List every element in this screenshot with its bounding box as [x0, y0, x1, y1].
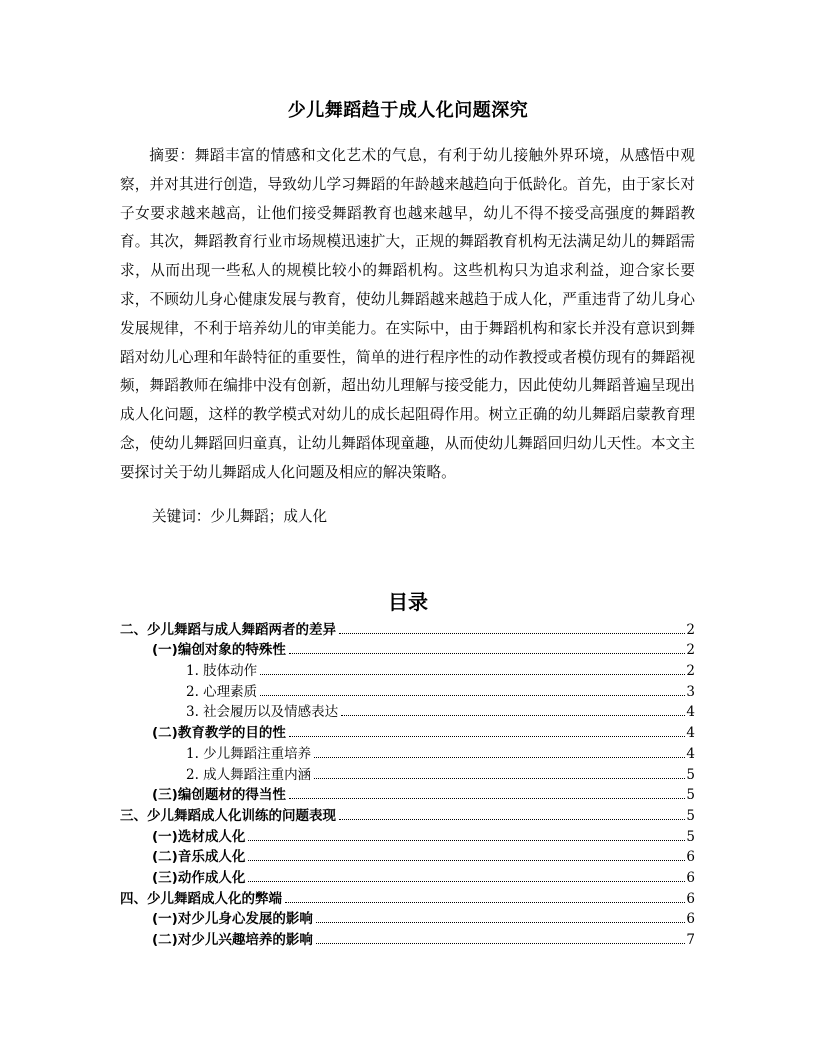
toc-entry-label: 三、少儿舞蹈成人化训练的问题表现	[120, 804, 338, 824]
toc-entry-page-number: 6	[686, 869, 695, 886]
toc-entry-page-number: 4	[686, 725, 695, 742]
toc-dot-leader	[339, 632, 685, 634]
toc-entry[interactable]	[120, 762, 695, 783]
toc-dot-leader	[314, 777, 685, 779]
toc-title: 目录	[388, 590, 428, 614]
toc-dot-leader	[248, 859, 685, 861]
toc-entry[interactable]	[120, 886, 695, 907]
abstract-paragraph: 摘要：舞蹈丰富的情感和文化艺术的气息，有利于幼儿接触外界环境，从感悟中观察，并对其进行创造，导致幼儿学习舞蹈的年龄越来越趋向于低龄化。首先，由于家长对子女要求越来越高，让他们接受舞蹈教育也越来越早，幼儿不得不接受高强度的舞蹈教育。其次，舞蹈教育行业市场规模迅速扩大，正规的舞蹈教育机构无法满足幼儿的舞蹈需求，从而出现一些私人的规模比较小的舞蹈机构。这些机构只为追求利益，迎合家长要求，不顾幼儿身心健康发展与教育，使幼儿舞蹈越来越趋于成人化，严重违背了幼儿身心发展规律，不利于培养幼儿的审美能力。在实际中，由于舞蹈机构和家长并没有意识到舞蹈对幼儿心理和年龄特征的重要性，简单的进行程序性的动作教授或者模仿现有的舞蹈视频，舞蹈教师在编排中没有创新，超出幼儿理解与接受能力，因此使幼儿舞蹈普遍呈现出成人化问题，这样的教学模式对幼儿的成长起阻碍作用。树立正确的幼儿舞蹈启蒙教育理念，使幼儿舞蹈回归童真，让幼儿舞蹈体现童趣，从而使幼儿舞蹈回归幼儿天性。本文主要探讨关于幼儿舞蹈成人化问题及相应的解决策略。	[120, 147, 695, 481]
toc-entry-label: 2. 成人舞蹈注重内涵	[186, 763, 313, 783]
toc-dot-leader	[248, 880, 685, 882]
toc-entry-page-number: 5	[686, 828, 695, 845]
toc-entry[interactable]	[120, 927, 695, 948]
toc-entry[interactable]	[120, 617, 695, 638]
toc-entry-label: 2. 心理素质	[186, 680, 259, 700]
toc-entry[interactable]	[120, 700, 695, 721]
toc-dot-leader	[289, 797, 686, 799]
toc-entry-page-number: 5	[686, 807, 695, 824]
toc-entry[interactable]	[120, 720, 695, 741]
toc-dot-leader	[339, 818, 685, 820]
toc-entry[interactable]	[120, 907, 695, 928]
toc-entry[interactable]	[120, 679, 695, 700]
toc-entry-page-number: 2	[686, 663, 695, 680]
toc-dot-leader	[314, 756, 685, 758]
toc-entry[interactable]	[120, 845, 695, 866]
toc-dot-leader	[260, 694, 685, 696]
table-of-contents	[120, 617, 695, 948]
toc-entry-label: (二)教育教学的目的性	[152, 721, 288, 741]
toc-entry[interactable]	[120, 865, 695, 886]
toc-entry-label: (一)编创对象的特殊性	[152, 638, 288, 658]
keywords-line: 关键词：少儿舞蹈；成人化	[152, 508, 328, 525]
toc-entry-page-number: 2	[686, 621, 695, 638]
document-title: 少儿舞蹈趋于成人化问题深究	[287, 100, 529, 121]
toc-dot-leader	[316, 921, 686, 923]
toc-entry-label: (三)动作成人化	[152, 866, 247, 886]
toc-entry-page-number: 5	[686, 787, 695, 804]
toc-entry-label: (二)对少儿兴趣培养的影响	[152, 928, 315, 948]
toc-entry-label: (一)对少儿身心发展的影响	[152, 907, 315, 927]
toc-entry-page-number: 6	[686, 849, 695, 866]
toc-entry[interactable]	[120, 658, 695, 679]
toc-entry[interactable]	[120, 803, 695, 824]
toc-entry[interactable]	[120, 824, 695, 845]
toc-entry-page-number: 7	[686, 932, 695, 948]
toc-entry-page-number: 3	[686, 683, 695, 700]
toc-entry-label: 1. 少儿舞蹈注重培养	[186, 742, 313, 762]
toc-dot-leader	[341, 714, 685, 716]
toc-entry-label: 二、少儿舞蹈与成人舞蹈两者的差异	[120, 618, 338, 638]
toc-entry[interactable]	[120, 741, 695, 762]
toc-entry-page-number: 2	[686, 642, 695, 659]
toc-entry-label: (二)音乐成人化	[152, 845, 247, 865]
toc-entry-page-number: 6	[686, 911, 695, 928]
toc-entry-label: 1. 肢体动作	[186, 659, 259, 679]
toc-dot-leader	[289, 652, 686, 654]
toc-entry-page-number: 6	[686, 890, 695, 907]
toc-dot-leader	[316, 942, 686, 944]
toc-dot-leader	[289, 735, 686, 737]
toc-entry-label: 四、少儿舞蹈成人化的弊端	[120, 887, 284, 907]
toc-entry-label: (三)编创题材的得当性	[152, 783, 288, 803]
toc-entry-label: (一)选材成人化	[152, 825, 247, 845]
toc-dot-leader	[285, 901, 685, 903]
toc-entry-page-number: 5	[686, 766, 695, 783]
toc-entry[interactable]	[120, 783, 695, 804]
toc-entry-page-number: 4	[686, 745, 695, 762]
toc-dot-leader	[260, 673, 685, 675]
toc-dot-leader	[248, 839, 685, 841]
toc-entry[interactable]	[120, 638, 695, 659]
toc-entry-label: 3. 社会履历以及情感表达	[186, 700, 340, 720]
toc-entry-page-number: 4	[686, 704, 695, 721]
